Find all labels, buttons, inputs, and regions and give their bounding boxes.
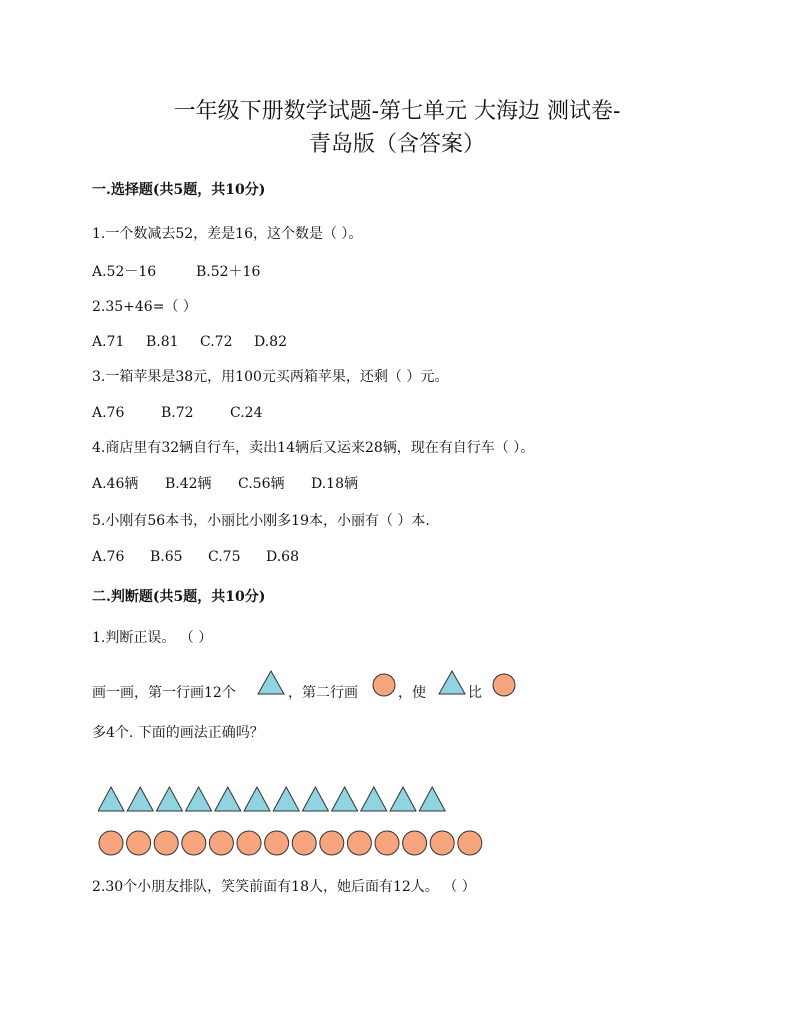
row-triangle	[390, 787, 416, 811]
row-circle	[347, 831, 371, 855]
q2-option-d: D.82	[254, 334, 287, 350]
row-circle	[403, 831, 427, 855]
row-circle	[292, 831, 316, 855]
q1-stem: 1.一个数减去52，差是16，这个数是（ ）。	[92, 226, 363, 242]
row-triangle	[156, 787, 182, 811]
row-circle	[320, 831, 344, 855]
row-circle	[458, 831, 482, 855]
q2-option-c: C.72	[200, 334, 233, 350]
q3-option-a: A.76	[92, 405, 125, 421]
triangle-inline-icon	[257, 670, 285, 696]
row-triangle	[215, 787, 241, 811]
section2-heading: 二.判断题(共5题，共10分)	[92, 589, 266, 605]
triangle-inline-icon-2	[438, 670, 466, 696]
j1-part-a: 画一画，第一行画12个	[92, 685, 236, 701]
circle-inline-icon	[372, 673, 396, 697]
q1-options	[92, 262, 260, 282]
q5-options	[92, 547, 299, 567]
row-triangle	[186, 787, 212, 811]
j1-stem: 1.判断正误。 （ ）	[92, 630, 213, 646]
row-triangle	[361, 787, 387, 811]
q5-option-b: B.65	[150, 549, 183, 565]
document-title-line1: 一年级下册数学试题-第七单元 大海边 测试卷-	[173, 99, 621, 124]
row-circle	[182, 831, 206, 855]
q3-options	[92, 403, 262, 423]
j1-part-c: ，使	[398, 685, 426, 701]
q1-option-b: B.52＋16	[196, 264, 261, 280]
q3-stem: 3.一箱苹果是38元，用100元买两箱苹果，还剩（ ）元。	[92, 369, 449, 385]
row-circle	[430, 831, 454, 855]
row-triangle	[273, 787, 299, 811]
q4-option-b: B.42辆	[165, 476, 212, 492]
q2-options	[92, 332, 287, 352]
row-circle	[375, 831, 399, 855]
row-triangle	[98, 787, 124, 811]
circle-row	[98, 829, 498, 857]
q3-option-b: B.72	[161, 405, 194, 421]
q4-option-a: A.46辆	[92, 476, 139, 492]
row-triangle	[419, 787, 445, 811]
q5-option-d: D.68	[266, 549, 299, 565]
row-triangle	[244, 787, 270, 811]
document-title-line2: 青岛版（含答案）	[308, 132, 485, 157]
row-triangle	[127, 787, 153, 811]
q4-stem: 4.商店里有32辆自行车，卖出14辆后又运来28辆，现在有自行车（ ）。	[92, 440, 535, 456]
row-circle	[265, 831, 289, 855]
triangle-row	[98, 786, 458, 814]
q2-option-a: A.71	[92, 334, 125, 350]
q2-option-b: B.81	[146, 334, 179, 350]
row-triangle	[332, 787, 358, 811]
circle-inline-icon-2	[492, 673, 516, 697]
q4-options	[92, 474, 358, 494]
j1-line2: 多4个. 下面的画法正确吗？	[92, 725, 264, 741]
q4-option-d: D.18辆	[311, 476, 358, 492]
j2-stem: 2.30个小朋友排队，笑笑前面有18人，她后面有12人。 （ ）	[92, 879, 476, 895]
row-circle	[154, 831, 178, 855]
row-triangle	[302, 787, 328, 811]
row-circle	[99, 831, 123, 855]
q5-option-a: A.76	[92, 549, 125, 565]
q5-stem: 5.小刚有56本书，小丽比小刚多19本，小丽有（ ）本.	[92, 513, 430, 529]
q1-option-a: A.52－16	[92, 264, 157, 280]
row-circle	[209, 831, 233, 855]
section1-heading: 一.选择题(共5题，共10分)	[92, 182, 266, 198]
row-circle	[127, 831, 151, 855]
q4-option-c: C.56辆	[238, 476, 285, 492]
q2-stem: 2.35+46=（ ）	[92, 299, 197, 315]
j1-part-b: ，第二行画	[288, 685, 358, 701]
q5-option-c: C.75	[208, 549, 241, 565]
q3-option-c: C.24	[230, 405, 263, 421]
row-circle	[237, 831, 261, 855]
j1-part-d: 比	[468, 685, 482, 701]
